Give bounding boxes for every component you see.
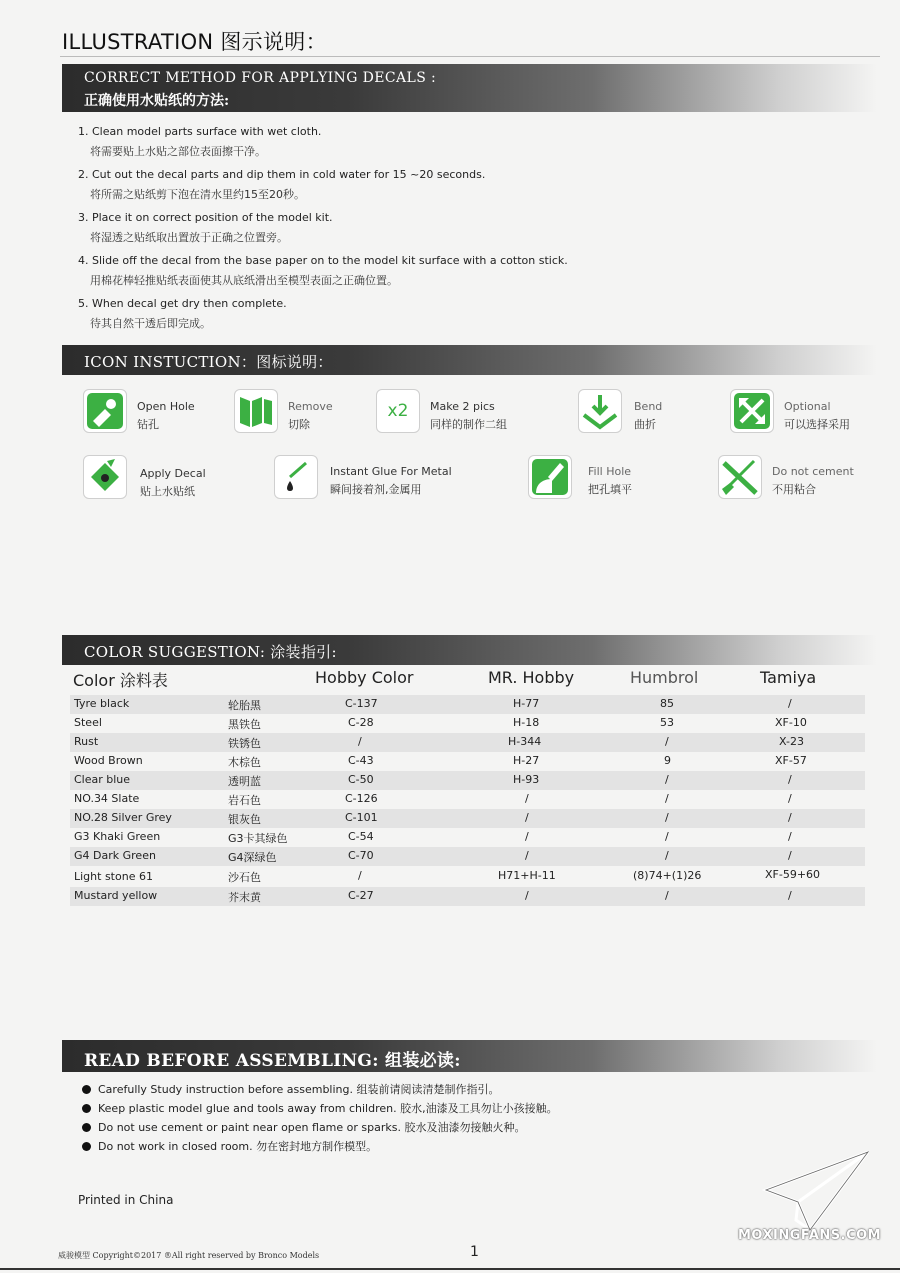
cell-hobby: C-43 [348, 754, 374, 767]
apply-decal-icon [83, 455, 127, 499]
cell-tamiya: / [788, 811, 792, 824]
cell-hobby: / [358, 735, 362, 748]
icon-label [288, 398, 333, 434]
cell-cn: G4深绿色 [228, 851, 277, 864]
cell-cn: 木棕色 [228, 756, 261, 769]
cell-tamiya: / [788, 889, 792, 902]
cell-name: Clear blue [74, 773, 131, 786]
cell-name: Mustard yellow [74, 889, 158, 902]
cell-mrhobby: H-27 [513, 754, 540, 767]
table-row [70, 887, 865, 906]
icon-label-en: Optional [784, 400, 831, 413]
cell-humbrol: / [665, 889, 669, 902]
decal-step [78, 208, 778, 248]
cell-mrhobby: H71+H-11 [498, 869, 556, 882]
cell-tamiya: / [788, 792, 792, 805]
cell-humbrol: 85 [660, 697, 674, 710]
icon-label-en: Do not cement [772, 465, 854, 478]
colors-heading: COLOR SUGGESTION: 涂装指引: [84, 643, 337, 661]
cell-mrhobby: / [525, 889, 529, 902]
icon-label-en: Open Hole [137, 400, 195, 413]
cell-cn: 岩石色 [228, 794, 261, 807]
cell-cn: G3卡其绿色 [228, 832, 288, 845]
cell-mrhobby: / [525, 830, 529, 843]
cell-name: Light stone 61 [74, 870, 153, 883]
icon-label-en: Instant Glue For Metal [330, 465, 452, 478]
cell-cn: 芥末黄 [228, 891, 261, 904]
step-cn: 用棉花棒轻推贴纸表面使其从底纸滑出至模型表面之正确位置。 [90, 274, 398, 287]
table-row [70, 695, 865, 714]
cell-name: Rust [74, 735, 99, 748]
icon-label [772, 463, 854, 499]
cell-hobby: C-101 [345, 811, 378, 824]
decal-steps [78, 122, 778, 337]
table-row [70, 752, 865, 771]
step-cn: 待其自然干透后即完成。 [90, 317, 211, 330]
cell-humbrol: / [665, 735, 669, 748]
colors-banner [62, 635, 877, 665]
cell-name: Steel [74, 716, 102, 729]
cell-cn: 轮胎黑 [228, 699, 261, 712]
cell-cn: 黑铁色 [228, 718, 261, 731]
icon-label-cn: 曲折 [634, 418, 656, 431]
icon-label-en: Apply Decal [140, 467, 206, 480]
optional-icon [730, 389, 774, 433]
cell-mrhobby: / [525, 792, 529, 805]
decals-banner [62, 64, 877, 112]
icon-label-cn: 贴上水贴纸 [140, 485, 195, 498]
icon-label-cn: 钻孔 [137, 418, 159, 431]
step-en: 4. Slide off the decal from the base paper on to the model kit surface with a cotton stick. [78, 254, 568, 267]
table-row [70, 847, 865, 866]
cell-humbrol: / [665, 773, 669, 786]
cell-tamiya: / [788, 849, 792, 862]
bend-icon [578, 389, 622, 433]
cell-name: Tyre black [74, 697, 130, 710]
cell-cn: 铁锈色 [228, 737, 261, 750]
cell-humbrol: / [665, 830, 669, 843]
cell-humbrol: 9 [664, 754, 671, 767]
icon-label-en: Fill Hole [588, 465, 632, 478]
remove-icon [234, 389, 278, 433]
table-row [70, 790, 865, 809]
table-row [70, 809, 865, 828]
table-row [70, 828, 865, 847]
decal-step [78, 294, 778, 334]
icon-label-en: Bend [634, 400, 663, 413]
icon-label [137, 398, 195, 434]
top-divider [60, 56, 880, 57]
cell-hobby: C-50 [348, 773, 374, 786]
cell-hobby: C-28 [348, 716, 374, 729]
icons-banner [62, 345, 877, 375]
cell-hobby: C-126 [345, 792, 378, 805]
cell-tamiya: / [788, 697, 792, 710]
cell-hobby: C-70 [348, 849, 374, 862]
copyright-footer: 威骏模型 Copyright©2017 ®All right reserved by Bronco Models [58, 1251, 320, 1260]
column-header-humbrol: Humbrol [630, 668, 699, 687]
icon-label-cn: 把孔填平 [588, 483, 632, 496]
cell-tamiya: X-23 [779, 735, 804, 748]
step-cn: 将湿透之贴纸取出置放于正确之位置旁。 [90, 231, 288, 244]
cell-mrhobby: H-344 [508, 735, 542, 748]
icon-label [634, 398, 662, 434]
make-2-pics-icon [376, 389, 420, 433]
decal-step [78, 122, 778, 162]
list-item: Do not use cement or paint near open flame or sparks. 胶水及油漆勿接触火种。 [82, 1118, 558, 1137]
step-en: 3. Place it on correct position of the model kit. [78, 211, 333, 224]
icon-label [588, 463, 632, 499]
cell-humbrol: (8)74+(1)26 [633, 869, 702, 882]
open-hole-icon [83, 389, 127, 433]
decal-step [78, 165, 778, 205]
table-row [70, 733, 865, 752]
color-table [70, 695, 865, 906]
cell-name: G4 Dark Green [74, 849, 156, 862]
icon-label-cn: 不用粘合 [772, 483, 816, 496]
icon-label-cn: 瞬间接着剂,金属用 [330, 483, 422, 496]
cell-hobby: C-54 [348, 830, 374, 843]
list-item: Carefully Study instruction before assembling. 组装前请阅读清楚制作指引。 [82, 1080, 558, 1099]
printed-in-label: Printed in China [78, 1193, 174, 1207]
cell-tamiya: / [788, 830, 792, 843]
x2-symbol: x2 [387, 401, 409, 421]
list-item: Do not work in closed room. 勿在密封地方制作模型。 [82, 1137, 558, 1156]
list-item: Keep plastic model glue and tools away from children. 胶水,油漆及工具勿让小孩接触。 [82, 1099, 558, 1118]
column-header-color: Color 涂料表 [73, 671, 168, 690]
cell-mrhobby: H-18 [513, 716, 540, 729]
step-en: 2. Cut out the decal parts and dip them in cold water for 15 ~20 seconds. [78, 168, 486, 181]
icon-label [784, 398, 850, 434]
cell-hobby: / [358, 869, 362, 882]
step-cn: 将需要贴上水贴之部位表面擦干净。 [90, 145, 266, 158]
cell-humbrol: / [665, 792, 669, 805]
column-header-mr-hobby: MR. Hobby [488, 668, 575, 687]
table-row [70, 771, 865, 790]
instant-glue-icon [274, 455, 318, 499]
cell-tamiya: XF-59+60 [765, 868, 821, 881]
table-row [70, 866, 865, 887]
cell-name: NO.34 Slate [74, 792, 140, 805]
icon-label-cn: 切除 [288, 418, 310, 431]
cell-mrhobby: / [525, 849, 529, 862]
read-banner [62, 1040, 877, 1072]
table-row [70, 714, 865, 733]
bottom-divider [0, 1268, 900, 1270]
fill-hole-icon [528, 455, 572, 499]
cell-name: Wood Brown [74, 754, 143, 767]
do-not-cement-icon [718, 455, 762, 499]
icon-label-cn: 同样的制作二组 [430, 418, 507, 431]
column-header-tamiya: Tamiya [760, 668, 817, 687]
cell-mrhobby: H-77 [513, 697, 540, 710]
step-cn: 将所需之贴纸剪下泡在清水里约15至20秒。 [90, 188, 305, 201]
cell-humbrol: / [665, 849, 669, 862]
cell-name: G3 Khaki Green [74, 830, 161, 843]
cell-mrhobby: / [525, 811, 529, 824]
cell-humbrol: / [665, 811, 669, 824]
read-list [82, 1080, 558, 1156]
cell-mrhobby: H-93 [513, 773, 540, 786]
step-en: 5. When decal get dry then complete. [78, 297, 287, 310]
watermark-text: MOXINGFANS.COM [738, 1228, 882, 1243]
icon-label [430, 398, 507, 434]
page-number: 1 [470, 1244, 479, 1260]
icon-label-en: Make 2 pics [430, 400, 495, 413]
cell-tamiya: / [788, 773, 792, 786]
decals-heading-en: CORRECT METHOD FOR APPLYING DECALS : [84, 70, 437, 86]
icon-label-en: Remove [288, 400, 333, 413]
cell-hobby: C-27 [348, 889, 374, 902]
read-heading: READ BEFORE ASSEMBLING: 组装必读: [84, 1051, 461, 1071]
cell-cn: 银灰色 [228, 813, 261, 826]
cell-hobby: C-137 [345, 697, 378, 710]
icon-label-cn: 可以选择采用 [784, 418, 850, 431]
cell-cn: 透明蓝 [228, 775, 261, 788]
icons-heading: ICON INSTUCTION：图标说明： [84, 353, 333, 371]
cell-name: NO.28 Silver Grey [74, 811, 172, 824]
decals-heading-cn: 正确使用水贴纸的方法: [84, 93, 230, 109]
cell-tamiya: XF-57 [775, 754, 807, 767]
page-title: ILLUSTRATION 图示说明： [62, 30, 327, 54]
step-en: 1. Clean model parts surface with wet cloth. [78, 125, 322, 138]
icon-label [140, 465, 206, 501]
cell-tamiya: XF-10 [775, 716, 807, 729]
decal-step [78, 251, 778, 291]
cell-humbrol: 53 [660, 716, 674, 729]
cell-cn: 沙石色 [228, 871, 261, 884]
column-header-hobby-color: Hobby Color [315, 668, 414, 687]
icon-label [330, 463, 452, 499]
